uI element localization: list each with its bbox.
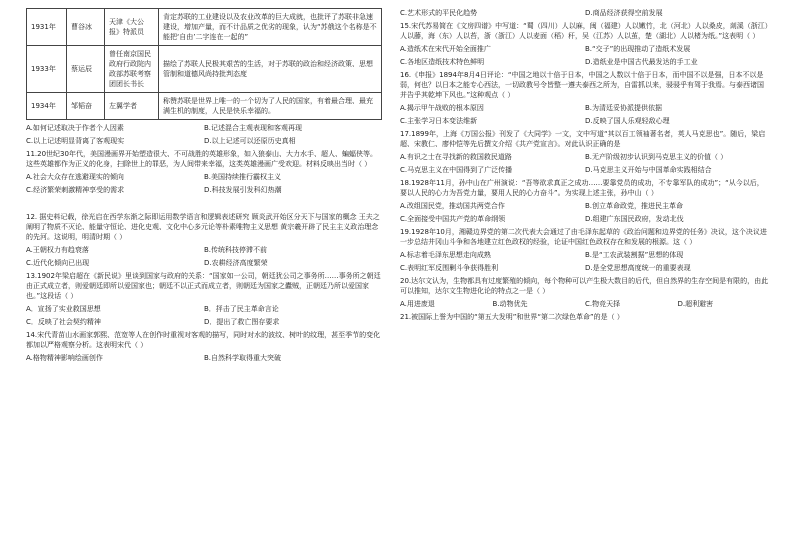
role-cell: 曾任南京国民政府行政院内政部苏联考察团团长书长	[105, 46, 159, 93]
q11-options-row1	[26, 172, 382, 182]
option: A.揭示甲午战败的根本原因	[400, 104, 484, 112]
option: C.主张学习日本变法维新	[400, 117, 478, 125]
year-cell: 1931年	[27, 9, 67, 46]
q10-options-row1	[26, 123, 382, 133]
option: C.表明红军反围剿斗争获得胜利	[400, 264, 499, 272]
option: D.商品经济获得空前发展	[585, 9, 663, 17]
question-18: 18.1928年11月，孙中山在广州演说：“吾等欲求真正之成功……要靠党员的成功，不专靠军队的成功”；“从今以后，要以人民的心力为吾党力量，要用人民的心力奋斗”。为实现上述主张，孙中山（ ）	[400, 179, 764, 197]
year-cell: 1934年	[27, 93, 67, 120]
person-cell: 邹韬奋	[67, 93, 105, 120]
right-column	[400, 8, 770, 322]
q13-options-row1	[26, 304, 382, 314]
option: A.改组国民党，推动国共两党合作	[400, 202, 505, 210]
option: C.以上记述明显背离了客观现实	[26, 137, 125, 145]
left-column	[26, 8, 382, 363]
option: B.美国持续推行霸权主义	[204, 173, 282, 181]
option: D.反映了国人乐观轻敌心理	[585, 117, 670, 125]
question-14: 14.宋代青苗山水画家郭熙、范宽等人在创作时重视对客观的描写，同时对水的波纹、树叶的纹理，甚至季节的变化都加以严格观察分析。这表明宋代（ ）	[26, 331, 381, 349]
option: B.创立革命政党，推进民主革命	[585, 202, 684, 210]
question-19: 19.1928年10月，湘赣边界党的第二次代表大会通过了由毛泽东起草的《政治问题和边界党的任务》决议，这个决议进一步总结井冈山斗争和各地建立红色政权的经验，论证中国红色政权存在和发展的根源。这（ ）	[400, 228, 767, 246]
q20-options-row	[400, 299, 770, 309]
q14-options-row2	[400, 8, 770, 18]
option: B.传统科技停滞不前	[204, 246, 268, 254]
q16-options-row1	[400, 103, 770, 113]
option: A.格物精神影响绘画创作	[26, 354, 103, 362]
option: B.动物优先	[492, 300, 528, 308]
table-row	[27, 46, 382, 93]
option: D．提出了救亡图存要求	[204, 318, 280, 326]
year-cell: 1933年	[27, 46, 67, 93]
option: A.有识之士在寻找新的救国救民道路	[400, 153, 512, 161]
option: A.用进废退	[400, 300, 435, 308]
content-cell: 描绘了苏联人民极其艰苦的生活，对于苏联的政治和经济政策、思想管制和道德风尚持批判态度	[159, 46, 382, 93]
q15-options-row1	[400, 44, 770, 54]
option: D.造纸业是中国古代最发达的手工业	[585, 58, 698, 66]
question-11: 11.20世纪30年代，美国漫画界开始塑造很大、不可战胜的英雄形象，如入狼泰山、大力水手、超人、蝙蝠侠等。这些英雄都作为正义的化身，扫除世上的罪恶，为人间带来幸福，这类英雄漫画广受欢迎。材料反映出当时（ ）	[26, 150, 377, 168]
q10-options-row2	[26, 136, 382, 146]
q12-options-row2	[26, 258, 382, 268]
option: C.各地区造纸技术特色鲜明	[400, 58, 485, 66]
option: B.为清廷妥协派提供依据	[585, 104, 663, 112]
option: A.造纸术在宋代开始全面推广	[400, 45, 491, 53]
q15-options-row2	[400, 57, 770, 67]
option: B.是“工农武装割据”思想的体现	[585, 251, 684, 259]
option: A．宣扬了实业救国思想	[26, 305, 101, 313]
q18-options-row2	[400, 214, 770, 224]
option: D.以上记述可以还原历史真相	[204, 137, 296, 145]
question-21: 21.被国际上誉为中国的“第五大发明”和世界“第二次绿色革命”的是（ ）	[400, 313, 624, 321]
q17-options-row2	[400, 165, 770, 175]
option: C．反映了社会契约精神	[26, 318, 101, 326]
option: D.组建广东国民政府，发动北伐	[585, 215, 684, 223]
option: D.马克思主义开始与中国革命实践相结合	[585, 166, 712, 174]
option: A.如何记述取决于作者个人因素	[26, 124, 124, 132]
option: A.标志着毛泽东思想走向成熟	[400, 251, 491, 259]
q14-options-row1	[26, 353, 382, 363]
option: D.农耕经济高度繁荣	[204, 259, 268, 267]
option: B．抨击了民主革命言论	[204, 305, 279, 313]
content-cell: 称赞苏联是世界上唯一的一个切为了人民的国家，有着最合理、最充满生机的制度，人民是快乐幸福的。	[159, 93, 382, 120]
option: C.全面接受中国共产党的革命纲领	[400, 215, 506, 223]
option: D.超利避害	[677, 300, 714, 308]
q12-options-row1	[26, 245, 382, 255]
role-cell: 天津《大公报》特派员	[105, 9, 159, 46]
question-17: 17.1899年，上海《万国公报》刊发了《大同学》一文，文中写道“其以百工领袖著名者，英人马克思也”。随后，梁启超、宋教仁、廖仲恺等先后撰文介绍《共产党宣言》。对此认识正确的是	[400, 130, 766, 148]
option: B.“交子”的出现推动了造纸术发展	[585, 45, 691, 53]
option: D.科技发展引发科幻热潮	[204, 186, 282, 194]
records-table	[26, 8, 382, 120]
question-13: 13.1902年梁启超在《新民说》里谈到国家与政府的关系：“国家如一公司，朝廷犹公司之事务所……事务所之朝廷由正式成立者，则爱朝廷即所以爱国家也；朝廷不以正式而成立者，则朝廷为国家之蠹贼，正朝廷乃所以爱国家也。”这段话（ ）	[26, 272, 381, 300]
option: B.无产阶级初步认识到马克思主义的价值（ ）	[585, 153, 728, 161]
option: C.艺术形式的平民化趋势	[400, 9, 478, 17]
person-cell: 蔡运辰	[67, 46, 105, 93]
table-row	[27, 9, 382, 46]
q19-options-row2	[400, 263, 770, 273]
table-row	[27, 93, 382, 120]
option: C.经济繁荣刺激精神享受的需求	[26, 186, 125, 194]
q11-options-row2	[26, 185, 382, 195]
content-cell: 肯定苏联的工业建设以及农业改革的巨大成就，也批评了苏联非急速建设，增加产量，而不计品质之优劣的现象，认为“苏俄这个名称是不能把‘自由’二字连在一起的”	[159, 9, 382, 46]
q17-options-row1	[400, 152, 770, 162]
option: A.社会大众存在逃避现实的倾向	[26, 173, 124, 181]
option: C.物竞天择	[585, 300, 621, 308]
q19-options-row1	[400, 250, 770, 260]
q16-options-row2	[400, 116, 770, 126]
question-16: 16.《申报》1894年8月4日评论：“中国之地以十倍于日本，中国之人数以十倍于日本，而中国不以是强，日本不以是弱，何也？以日本之能专心西法，一切政教号令皆整一遵夫泰西之所为，自雷抓以来，骎骎乎有驾于我焉。与泰西诸国并告乎其乾坤下风也。”这种观点（ ）	[400, 71, 764, 99]
role-cell: 左翼学者	[105, 93, 159, 120]
question-12: 12. 据史料记载，徐光启在西学东渐之际即运用数学语言和逻辑表述研究 顾炎武开始区分天下与国家的概念 王夫之阐明了物质不灭论、能量守恒论、进化史观、文化中心多元论等朴素唯物主义思想 黄宗羲开辟了民主主义政治理念的先河。这说明，明清时期（ ）	[26, 213, 380, 241]
option: B.自然科学取得重大突破	[204, 354, 282, 362]
question-15: 15.宋代苏易简在《文房四谱》中写道：“蜀（四川）人以麻，闽（福建）人以嫩竹，北（河北）人以桑皮，剡溪（浙江）人以藤，海（东）人以苔，浙（浙江）人以麦面（稻）秆，吴（江苏）人以茧，楚（湖北）人以楮为纸。”这表明（ ）	[400, 22, 769, 40]
option: C.近代化倾向已出现	[26, 259, 90, 267]
question-20: 20.达尔文认为，生物都具有过度繁殖的倾向，每个物种可以产生极大数目的后代，但自然界的生存空间是有限的，由此可以推知，达尔文生物进化论的特点之一是（ ）	[400, 277, 769, 295]
option: A.王朝权力有趋衰落	[26, 246, 89, 254]
q18-options-row1	[400, 201, 770, 211]
person-cell: 曹谷冰	[67, 9, 105, 46]
option: D.是全党思想高度统一的重要表现	[585, 264, 691, 272]
q13-options-row2	[26, 317, 382, 327]
option: C.马克思主义在中国得到了广泛传播	[400, 166, 513, 174]
option: B.记述混合主观表现和客观再现	[204, 124, 303, 132]
